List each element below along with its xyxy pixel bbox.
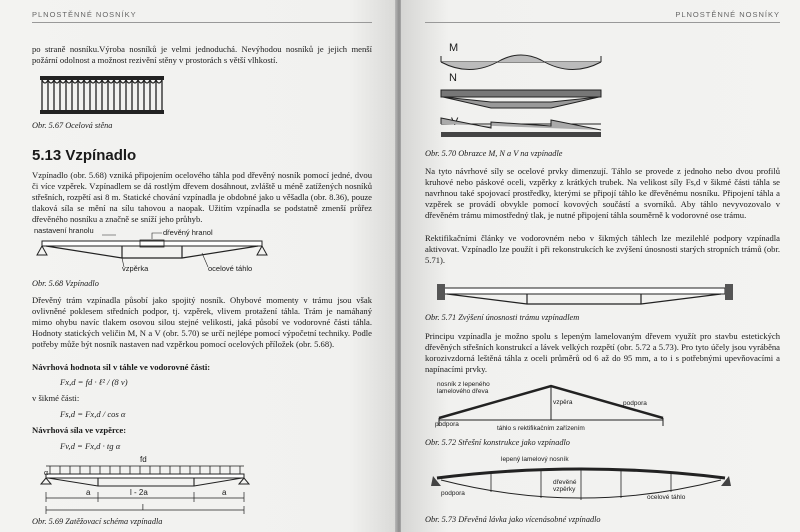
right-page — [401, 0, 800, 532]
formula-inclined-force: Fs,d = Fx,d / cos α — [60, 409, 126, 419]
label-tahlo-rektifikace: táhlo s rektifikačním zařízením — [497, 425, 585, 432]
figure-5-67-caption: Obr. 5.67 Ocelová stěna — [32, 121, 113, 130]
page-header: PLNOSTĚNNÉ NOSNÍKY — [675, 10, 780, 19]
label-a-left: a — [86, 488, 91, 497]
figure-5-73-caption: Obr. 5.73 Dřevěná lávka jako vícenásobné vzpínadlo — [425, 515, 601, 524]
heading-vzperka: Návrhová síla ve vzpěrce: — [32, 425, 127, 435]
paragraph-rektifikace: Rektifikačními články ve vodorovném nebo v šikmých táhlech lze mezilehlé podpory vzpínadla aktivovat. Vzpínadlo lze použít i při rekonstrukcích ke zvýšení únosnosti starých stropních trámů (obr. 5.71). — [425, 233, 780, 265]
label-podpora-right: podpora — [623, 400, 647, 407]
heading-tahlo: Návrhová hodnota sil v táhle ve vodorovné části: — [32, 362, 211, 372]
figure-5-70-diagrams — [431, 38, 611, 146]
label-nastaveni-hranolu: nastavení hranolu — [34, 226, 94, 235]
label-nosnik-lepene: nosník z lepeného lamelového dřeva — [437, 381, 490, 395]
label-m: M — [449, 42, 459, 54]
figure-5-71-diagram — [437, 280, 737, 312]
figure-5-72-caption: Obr. 5.72 Střešní konstrukce jako vzpínadlo — [425, 438, 570, 447]
label-dreveny-hranol: dřevěný hranol — [163, 228, 213, 237]
page-header: PLNOSTĚNNÉ NOSNÍKY — [32, 10, 137, 19]
label-vzperka: vzpěrka — [122, 264, 149, 273]
figure-5-67-steel-web — [38, 72, 168, 118]
formula-strut-force: Fv,d = Fx,d · tg α — [60, 441, 121, 451]
label-vzpera: vzpěra — [553, 399, 573, 406]
header-rule — [425, 22, 780, 23]
label-l-span: l — [142, 503, 144, 512]
label-ocelove-tahlo: ocelové táhlo — [208, 264, 253, 273]
label-drevene-vzperky: dřevěné vzpěrky — [553, 479, 577, 493]
figure-5-68-caption: Obr. 5.68 Vzpínadlo — [32, 279, 99, 288]
paragraph-tram: Dřevěný trám vzpínadla působí jako spojitý nosník. Ohybové momenty v trámu jsou však ovlivněné poklesem středních podpor, tj. vzpěrek, vlivem protažení táhla. Trám je namáhaný mimo ohybu navíc tlakem osovou silou stejné velikosti, jaká působí ve vodorovné části táhla. Hodnoty statických veličin M, N a V (obr. 5.70) se určí nejlépe pomocí výpočetní techniky. Podle potřeby může být nosník nastaven nad vzpěrkou pomocí ocelových příložek (obr. 5.68). — [32, 295, 372, 349]
label-podpora-left: podpora — [435, 421, 459, 428]
label-podpora: podpora — [441, 490, 465, 497]
label-a-right: a — [222, 488, 227, 497]
intro-paragraph: po straně nosníku.Výroba nosníků je velmi jednoduchá. Nevýhodou nosníků je jejich menší požární odolnost a možnost rezivění stěny v prostorách s větší vlhkostí. — [32, 44, 372, 65]
label-l-minus-2a: l - 2a — [130, 488, 148, 497]
label-alpha: α — [44, 470, 49, 477]
paragraph-dimenzovani: Na tyto návrhové síly se ocelové prvky dimenzují. Táhlo se provede z jednoho nebo dvou profilů kruhové nebo páskové oceli, vzpěrky z krátkých trubek. Na velikost síly Fs,d v šikmé části táhla se navrhnou také spojovací prostředky, kterými se připojí táhlo ke dřevěnému nosníku. Připojení táhla a vzpěrek se provádí obvykle pomocí kovových součástí a svorníků. Aby táhlo nevyvozovalo v dřevěném trámu mimostředný tlak, je nutné připojení táhla souměrně k vodorovné ose trámu. — [425, 166, 780, 220]
left-page — [0, 0, 397, 532]
label-n: N — [449, 72, 457, 84]
paragraph-lepene-drevo: Principu vzpínadla je možno spolu s lepeným lamelovaným dřevem využít pro stavbu estetických dřevěných střešních konstrukcí a lávek velkých rozpětí (obr. 5.72 a 5.73). Pro tyto účely jsou vyráběna korozivzdorná leštěná táhla z oceli průměrů od 6 až do 95 mm, a to i s potřebnými upevňovacími a napínacími prvky. — [425, 331, 780, 374]
figure-5-70-caption: Obr. 5.70 Obrazce M, N a V na vzpínadle — [425, 149, 563, 158]
section-title: 5.13 Vzpínadlo — [32, 147, 137, 164]
figure-5-69-caption: Obr. 5.69 Zatěžovací schéma vzpínadla — [32, 517, 163, 526]
label-load-fd: fd — [140, 455, 147, 464]
figure-5-71-caption: Obr. 5.71 Zvýšení únosnosti trámu vzpínadlem — [425, 313, 580, 322]
paragraph-vzpinadlo: Vzpínadlo (obr. 5.68) vzniká připojením ocelového táhla pod dřevěný nosník pomocí jedné, dvou či více vzpěrek. Vzpínadlem se dá rostlým dřevem dosáhnout, zvláště u méně zatížených nosníků střešních, rozpětí asi 8 m. Statické chování vzpínadla je obdobné jako u věšadla (obr. 8.36), pouze tlaková síla se mění na sílu tahovou a naopak. Užitím vzpínadla se podstatně zmenší průřez dřevěného nosníku a značně se sníží jeho průhyb. — [32, 170, 372, 224]
text-sikme-casti: v šikmé části: — [32, 393, 80, 403]
label-lepeny-nosnik: lepený lamelový nosník — [501, 456, 569, 463]
formula-horizontal-force: Fx,d = fd · ℓ² / (8 v) — [60, 377, 128, 387]
label-ocelove-tahlo: ocelové táhlo — [647, 494, 686, 501]
header-rule — [32, 22, 372, 23]
